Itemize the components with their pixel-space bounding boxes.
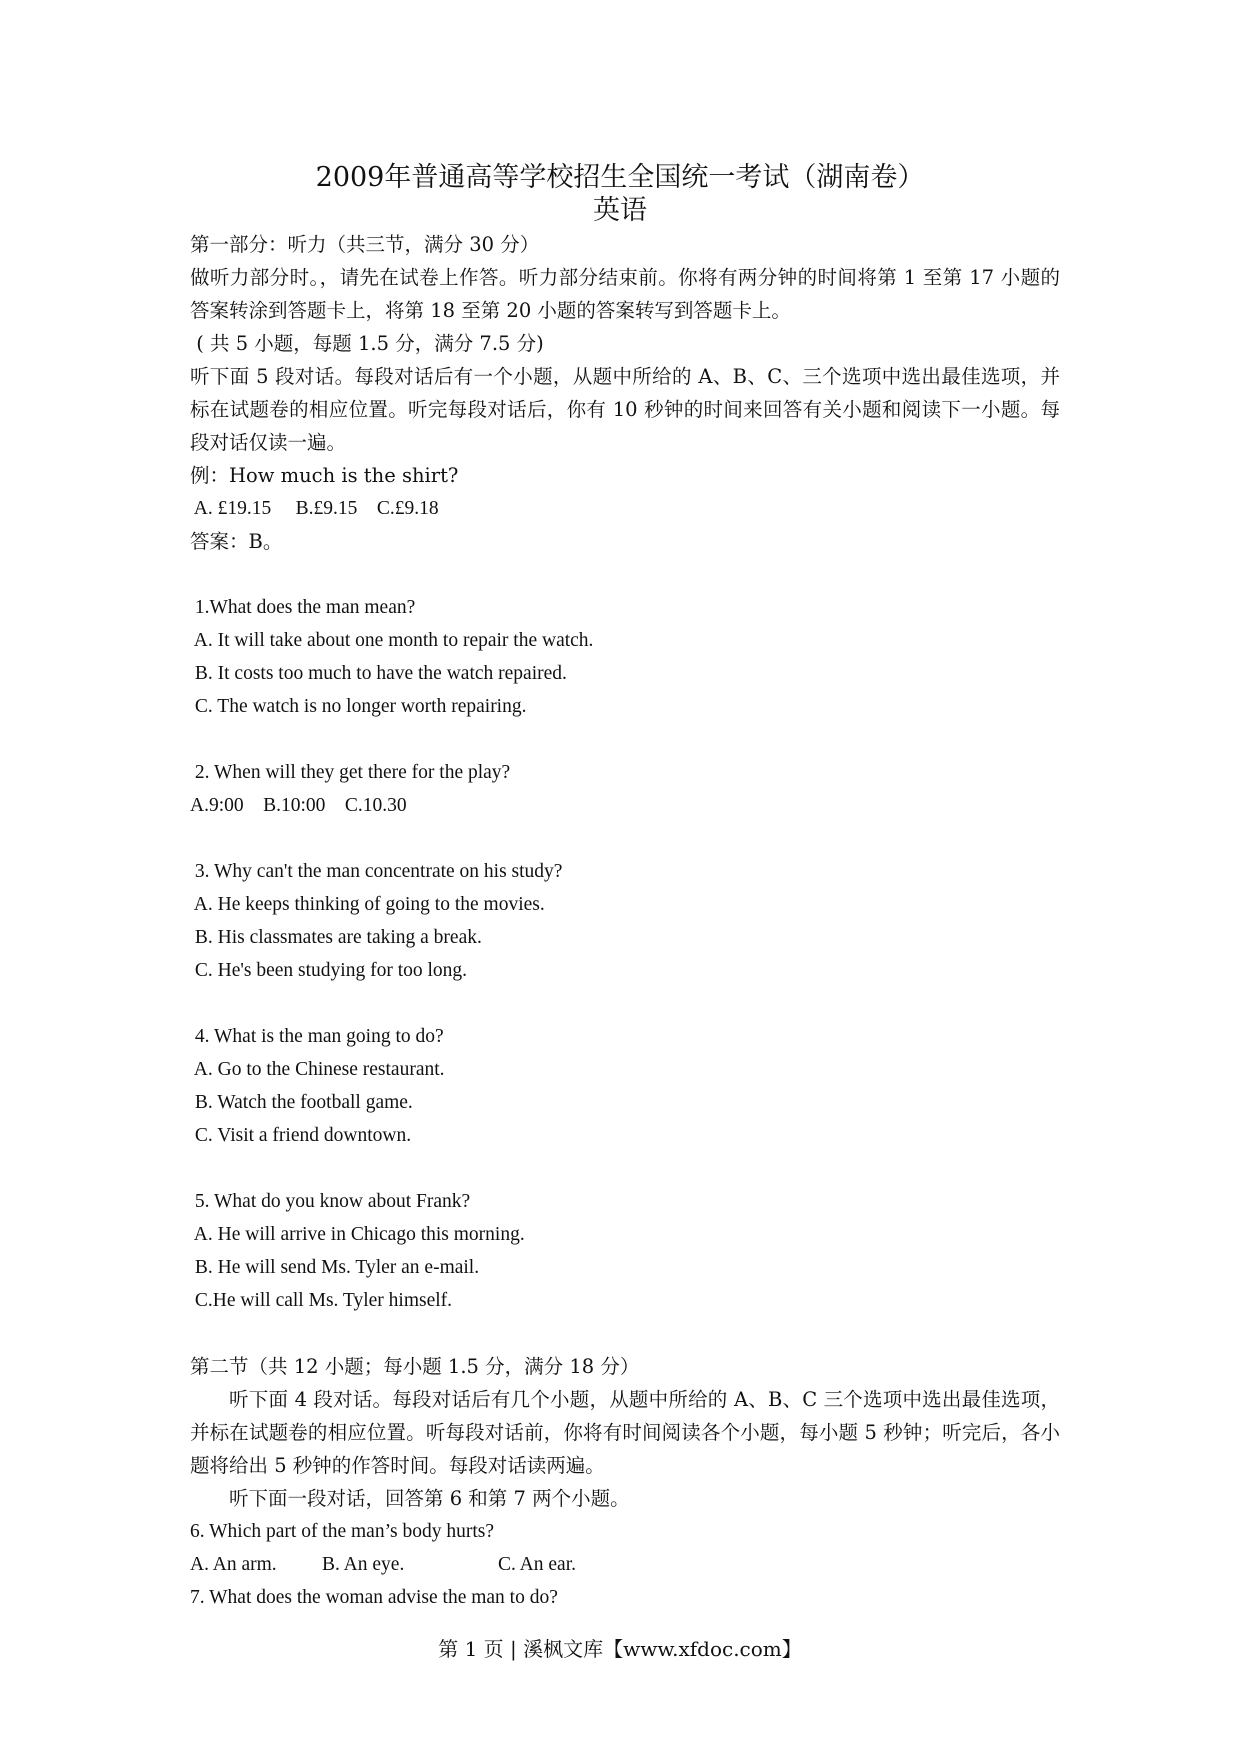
question-5-option-a: A. He will arrive in Chicago this morning. [190, 1224, 525, 1245]
question-4-option-b: B. Watch the football game. [190, 1092, 413, 1113]
page-title: 2009年普通高等学校招生全国统一考试（湖南卷） [315, 162, 925, 193]
question-4: 4. What is the man going to do? [190, 1026, 444, 1047]
page-footer: 第 1 页 | 溪枫文库【www.xfdoc.com】 [438, 1637, 802, 1661]
question-2-options: A.9:00 B.10:00 C.10.30 [190, 795, 407, 816]
question-6-option-b: B. An eye. [322, 1554, 405, 1575]
question-6: 6. Which part of the man’s body hurts? [190, 1521, 494, 1542]
question-3-option-b: B. His classmates are taking a break. [190, 927, 482, 948]
question-2: 2. When will they get there for the play? [190, 762, 511, 783]
question-3: 3. Why can't the man concentrate on his study? [190, 861, 563, 882]
example-question: 例：How much is the shirt? [190, 464, 459, 487]
question-7: 7. What does the woman advise the man to do? [190, 1587, 558, 1608]
section2-sub-instruction: 听下面一段对话，回答第 6 和第 7 两个小题。 [229, 1487, 630, 1510]
section1-instructions: 听下面 5 段对话。每段对话后有一个小题，从题中所给的 A、B、C、三个选项中选出最佳选项，并标在试题卷的相应位置。听完每段对话后，你有 10 秒钟的时间来回答有关小题和阅读下一小题。每段对话仅读一遍。 [190, 365, 1060, 454]
exam-content [190, 228, 1060, 1614]
part1-instructions: 做听力部分时。，请先在试卷上作答。听力部分结束前。你将有两分钟的时间将第 1 至第 17 小题的答案转涂到答题卡上，将第 18 至第 20 小题的答案转写到答题卡上。 [190, 266, 1060, 322]
question-1: 1.What does the man mean? [190, 597, 416, 618]
example-answer: 答案：B。 [190, 530, 283, 553]
part1-heading: 第一部分：听力（共三节，满分 30 分） [190, 233, 540, 256]
example-options: A. £19.15 B.£9.15 C.£9.18 [190, 498, 439, 519]
question-6-option-c: C. An ear. [498, 1554, 576, 1575]
section1-score: ( 共 5 小题，每题 1.5 分，满分 7.5 分) [190, 332, 544, 355]
page-subtitle: 英语 [593, 195, 647, 226]
question-6-option-a: A. An arm. [190, 1554, 277, 1575]
question-3-option-a: A. He keeps thinking of going to the movies. [190, 894, 545, 915]
question-4-option-c: C. Visit a friend downtown. [190, 1125, 412, 1146]
section2-heading: 第二节（共 12 小题；每小题 1.5 分，满分 18 分） [190, 1355, 640, 1378]
question-6-options [190, 1548, 1060, 1581]
question-5-option-c: C.He will call Ms. Tyler himself. [190, 1290, 453, 1311]
question-1-option-c: C. The watch is no longer worth repairing. [190, 696, 527, 717]
section2-instructions: 听下面 4 段对话。每段对话后有几个小题，从题中所给的 A、B、C 三个选项中选出最佳选项，并标在试题卷的相应位置。听每段对话前，你将有时间阅读各个小题，每小题 5 秒钟；听完后，各小题将给出 5 秒钟的作答时间。每段对话读两遍。 [190, 1388, 1060, 1477]
question-4-option-a: A. Go to the Chinese restaurant. [190, 1059, 445, 1080]
question-5: 5. What do you know about Frank? [190, 1191, 471, 1212]
question-1-option-a: A. It will take about one month to repair the watch. [190, 630, 594, 651]
question-1-option-b: B. It costs too much to have the watch repaired. [190, 663, 567, 684]
question-3-option-c: C. He's been studying for too long. [190, 960, 468, 981]
question-5-option-b: B. He will send Ms. Tyler an e-mail. [190, 1257, 480, 1278]
